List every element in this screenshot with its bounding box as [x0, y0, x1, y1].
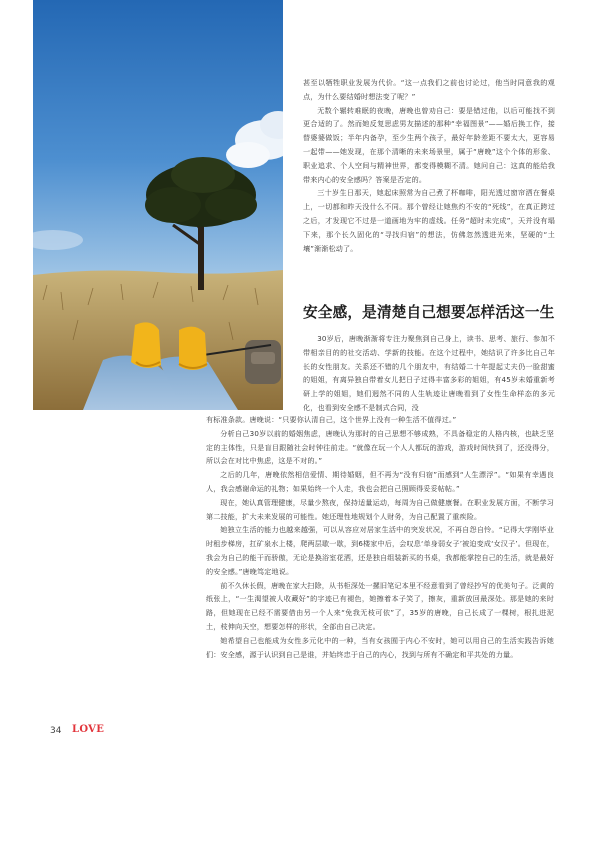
article-paragraph: 无数个辗转难眠的夜晚，唐晚也曾劝自己：要是错过他，以后可能找不到更合适的了。然而她反复思虑男友描述的那种“幸福图景”——婚后换工作，接替婆婆做饭；半年内备孕，至少生两个孩子，最好年龄差距不要太大，更容易一起带——她发现，在那个清晰的未来场景里，属于“唐晚”这个个体的形象、职业追求、个人空间与精神世界，都变得模糊不清。她问自己：这真的能给我带来内心的安全感吗？答案是否定的。	[303, 105, 555, 184]
page-number: 34	[50, 726, 62, 736]
article-paragraph: 有标准条款。唐晚说：“只要你认清自己，这个世界上没有一种生活不值得过。”	[206, 415, 457, 424]
article-column-wide	[206, 413, 554, 661]
magazine-logo: LOVE	[72, 724, 105, 735]
article-paragraph: 她独立生活的能力也越来越强，可以从容应对居家生活中的突发状况，不再自怨自怜。“记得大学刚毕业时租步梯房，扛矿泉水上楼，爬两层歇一歇，到6楼家中后，会叹息‘单身弱女子’被迫变成‘女汉子’。但现在，我会为自己的能干而骄傲，无论是换浴室花洒，还是独自组装新买的书桌，我都能掌控自己的生活，就是最好的安全感。”唐晚笃定地说。	[206, 525, 554, 576]
article-photo	[33, 0, 283, 410]
article-paragraph: 30岁后，唐晚渐渐将专注力聚焦到自己身上，读书、思考、旅行、参加不带相亲目的的社交活动、学新的技能。在这个过程中，她结识了许多比自己年长的女性朋友。关系还不错的几个朋友中，有结婚二十年提起丈夫仍一脸甜蜜的姐姐，有离异独自带着女儿把日子过得丰富多彩的姐姐，有45岁未婚重新考研上学的姐姐，她们迥然不同的人生轨迹让唐晚看到了女性生命样态的多元化，也看到安全感不是制式合同，没	[303, 334, 555, 412]
article-paragraph: 分析自己30岁以前的婚姻焦虑，唐晚认为那时的自己思想不够成熟，不具备稳定的人格内核，也缺乏坚定的主体性，只是盲目跟随社会时钟往前走。“就像在玩一个人人都玩的游戏，游戏时间快到了，还没得分，所以会在对比中焦虑，这是不对的。”	[206, 428, 554, 466]
article-column-top	[303, 76, 555, 255]
article-column-mid	[303, 332, 555, 415]
article-paragraph: 之后的几年，唐晚依然相信爱情、期待婚姻，但不再为“没有归宿”而感到“人生漂浮”。“如果有幸遇良人，我会感谢命运的礼物；如果始终一个人走，我也会把自己照顾得妥妥帖帖。”	[206, 470, 554, 493]
article-paragraph: 现在，她认真管理健康，尽量少熬夜，保持适量运动，每周为自己做健康餐。在职业发展方面，不断学习第二技能，扩大未来发展的可能性。她还理性地规划个人财务，为自己配置了重疾险。	[206, 497, 554, 521]
article-paragraph: 三十岁生日那天，她起床照常为自己煮了杯咖啡，阳光透过窗帘洒在餐桌上，一切都和昨天没什么不同。那个曾经让她焦灼不安的“死线”，在真正跨过之后，才发现它不过是一道画地为牢的虚线。任务“超时未完成”，天并没有塌下来，那个长久固化的“寻找归宿”的想法，仿佛忽然透进光来，坚硬的“土壤”渐渐松动了。	[303, 188, 555, 253]
article-paragraph: 前不久休长假，唐晚在家大扫除，从书柜深处一摞旧笔记本里不经意看到了曾经抄写的优美句子。泛黄的纸张上，“一生渴望被人收藏好”的字迹已有褪色，她擦着本子笑了，擦灰，重新放回最深处。那是她的来时路，但她现在已经不需要借由另一个人来“免我无枝可依”了，35岁的唐晚，自己长成了一棵树，根扎进泥土，枝伸向天空，想要怎样的形状，全部由自己决定。	[206, 580, 554, 631]
article-paragraph: 她希望自己也能成为女性多元化中的一种，当有女孩囿于内心不安时，她可以用自己的生活实践告诉她们：安全感，源于认识到自己是谁，并始终忠于自己的内心，找到与所有不确定和平共处的力量。	[206, 635, 554, 659]
article-paragraph: 甚至以牺牲职业发展为代价。“这一点我们之前也讨论过，他当时同意我的观点，为什么要结婚时想法变了呢？”	[303, 78, 555, 101]
section-heading: 安全感，是清楚自己想要怎样活这一生	[303, 304, 555, 321]
